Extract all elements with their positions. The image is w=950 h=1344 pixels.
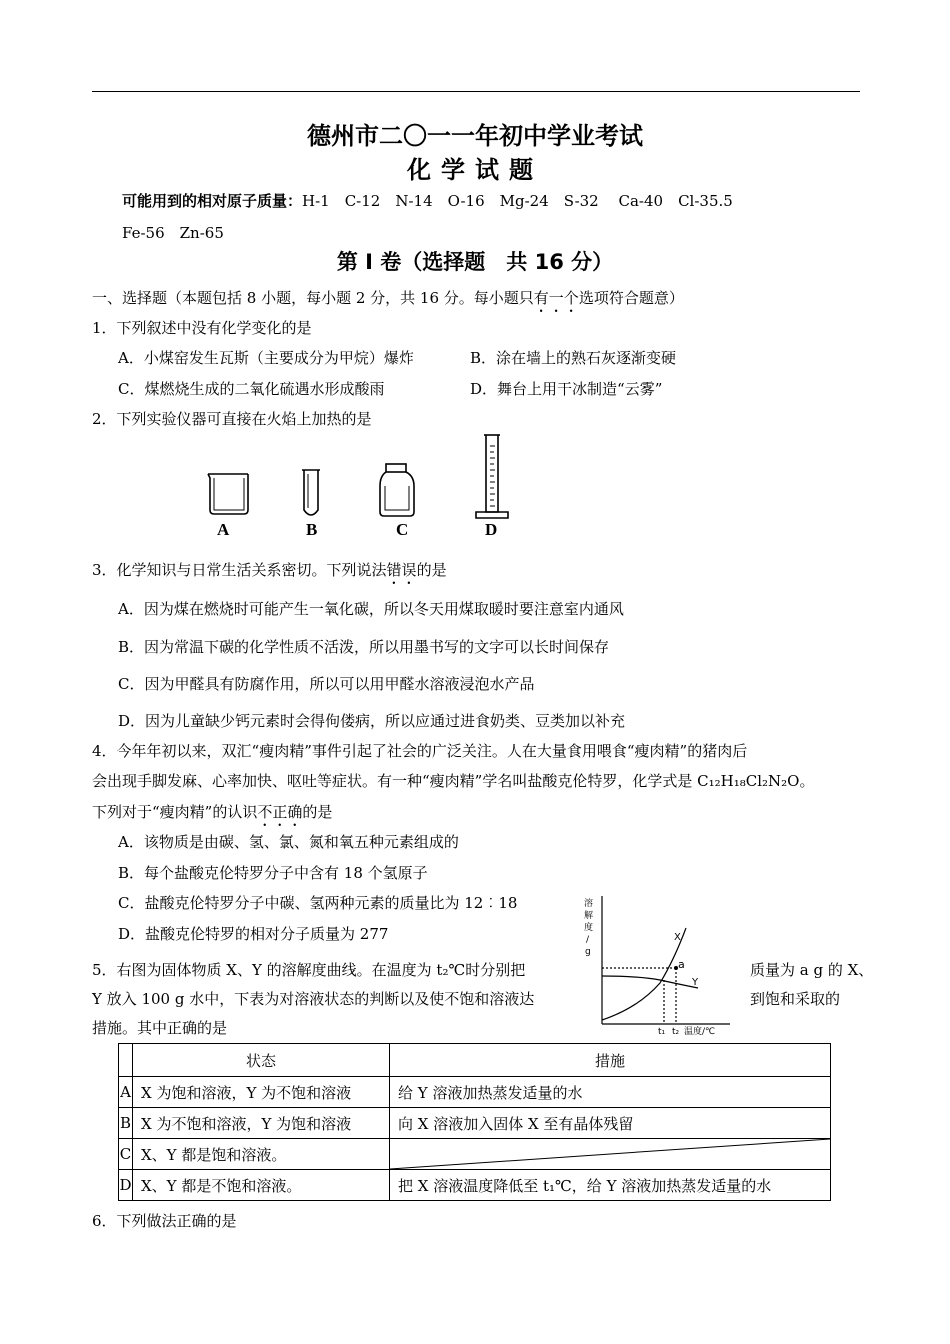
row-label: A xyxy=(119,1077,133,1108)
table-row xyxy=(119,1139,831,1170)
q4-line3 xyxy=(92,801,332,830)
row-label: C xyxy=(119,1139,133,1170)
intro-text-end: 选项符合题意） xyxy=(578,289,684,307)
intro-text: 一、选择题（本题包括 8 小题，每小题 2 分，共 16 分。每小题只 xyxy=(92,289,534,307)
q5-answer-table xyxy=(118,1043,831,1201)
q5-line3: 措施。其中正确的是 xyxy=(92,1019,228,1037)
solubility-curve-graph xyxy=(578,888,738,1036)
q2-stem: 2．下列实验仪器可直接在火焰上加热的是 xyxy=(92,410,372,428)
row-state: X、Y 都是不饱和溶液。 xyxy=(133,1170,390,1201)
apparatus-label-d: D xyxy=(485,520,498,539)
ylabel-char1: 溶 xyxy=(584,899,594,909)
curve-y xyxy=(602,976,698,988)
row-label: B xyxy=(119,1108,133,1139)
table-header-row xyxy=(119,1044,831,1077)
beaker-icon xyxy=(208,474,248,514)
q4-stem-text: 下列对于“瘦肉精”的认识 xyxy=(92,803,258,821)
q3-option-c: C．因为甲醛具有防腐作用，所以可以用甲醛水溶液浸泡水产品 xyxy=(118,675,535,693)
q4-option-b: B．每个盐酸克伦特罗分子中含有 18 个氢原子 xyxy=(118,864,428,882)
xlabel: 温度/℃ xyxy=(684,1027,716,1036)
row-state: X 为饱和溶液，Y 为不饱和溶液 xyxy=(133,1077,390,1108)
q1-option-b: B．涂在墙上的熟石灰逐渐变硬 xyxy=(470,349,677,367)
t1-label: t₁ xyxy=(658,1027,666,1036)
top-rule xyxy=(92,91,860,92)
q4-line2: 会出现手脚发麻、心率加快、呕吐等症状。有一种“瘦肉精”学名叫盐酸克伦特罗，化学式是 C₁₂H₁₈Cl₂N₂O。 xyxy=(92,772,815,790)
q4-stem-end: 的是 xyxy=(302,803,333,821)
apparatus-label-b: B xyxy=(306,520,318,539)
row-measure: 给 Y 溶液加热蒸发适量的水 xyxy=(390,1077,831,1108)
q1-stem: 1．下列叙述中没有化学变化的是 xyxy=(92,319,312,337)
header-cell-measure: 措施 xyxy=(390,1044,831,1077)
table-row xyxy=(119,1077,831,1108)
atomic-mass-label: 可能用到的相对原子质量： xyxy=(122,192,303,210)
curve-x-label: X xyxy=(674,932,681,943)
q5-line2-right: 到饱和采取的 xyxy=(750,990,841,1008)
q3-stem xyxy=(92,559,447,588)
apparatus-label-a: A xyxy=(217,520,230,539)
t2-label: t₂ xyxy=(672,1027,680,1036)
ylabel-char2: 解 xyxy=(584,911,594,921)
q4-option-c: C．盐酸克伦特罗分子中碳、氢两种元素的质量比为 12︰18 xyxy=(118,894,518,912)
row-state: X、Y 都是饱和溶液。 xyxy=(133,1139,390,1170)
ylabel-char5: g xyxy=(585,947,591,957)
q3-stem-end: 的是 xyxy=(416,561,447,579)
apparatus-label-c: C xyxy=(396,520,409,539)
row-measure: 向 X 溶液加入固体 X 至有晶体残留 xyxy=(390,1108,831,1139)
test-tube-icon xyxy=(302,470,320,515)
q3-option-a: A．因为煤在燃烧时可能产生一氧化碳，所以冬天用煤取暖时要注意室内通风 xyxy=(118,600,624,618)
ylabel-char3: 度 xyxy=(584,923,594,933)
q4-emphasis: 不正确 xyxy=(257,803,303,821)
row-label: D xyxy=(119,1170,133,1201)
q5-line2-left: Y 放入 100 g 水中，下表为对溶液状态的判断以及使不饱和溶液达 xyxy=(92,990,535,1008)
row-measure: 把 X 溶液温度降低至 t₁℃，给 Y 溶液加热蒸发适量的水 xyxy=(390,1170,831,1201)
atomic-mass-line2: Fe-56 Zn-65 xyxy=(122,224,224,242)
reagent-bottle-icon xyxy=(380,464,414,516)
graduated-cylinder-icon xyxy=(476,435,508,518)
q4-line1: 4．今年年初以来，双汇“瘦肉精”事件引起了社会的广泛关注。人在大量食用喂食“瘦肉精”的猪肉后 xyxy=(92,742,748,760)
header-cell-state: 状态 xyxy=(133,1044,390,1077)
section-title: 第 I 卷（选择题 共 16 分） xyxy=(336,250,614,274)
row-state: X 为不饱和溶液，Y 为饱和溶液 xyxy=(133,1108,390,1139)
diagonal-strike xyxy=(390,1139,830,1169)
q1-option-a: A．小煤窑发生瓦斯（主要成分为甲烷）爆炸 xyxy=(118,349,414,367)
exam-title: 德州市二〇一一年初中学业考试 xyxy=(307,122,643,150)
q3-option-b: B．因为常温下碳的化学性质不活泼，所以用墨书写的文字可以长时间保存 xyxy=(118,638,610,656)
row-measure-empty xyxy=(390,1139,831,1170)
q6-stem: 6．下列做法正确的是 xyxy=(92,1212,237,1230)
atomic-mass-line1 xyxy=(122,190,733,211)
part1-intro xyxy=(92,287,684,316)
q1-option-c: C．煤燃烧生成的二氧化硫遇水形成酸雨 xyxy=(118,380,385,398)
table-row xyxy=(119,1108,831,1139)
intro-emphasis: 有一个 xyxy=(533,289,579,307)
table-row xyxy=(119,1170,831,1201)
q5-line1-left: 5．右图为固体物质 X、Y 的溶解度曲线。在温度为 t₂℃时分别把 xyxy=(92,961,526,979)
curve-y-label: Y xyxy=(692,977,699,988)
q1-option-d: D．舞台上用干冰制造“云雾” xyxy=(470,380,663,398)
point-a-label: a xyxy=(678,958,685,971)
q3-emphasis: 错误 xyxy=(386,561,417,579)
q5-line1-right: 质量为 a g 的 X、 xyxy=(750,961,874,979)
exam-subtitle: 化学试题 xyxy=(407,156,543,184)
q4-option-a: A．该物质是由碳、氢、氯、氮和氧五种元素组成的 xyxy=(118,833,459,851)
q3-option-d: D．因为儿童缺少钙元素时会得佝偻病，所以应通过进食奶类、豆类加以补充 xyxy=(118,712,626,730)
ylabel-char4: / xyxy=(586,935,590,945)
q4-option-d: D．盐酸克伦特罗的相对分子质量为 277 xyxy=(118,925,389,943)
q3-stem-text: 3．化学知识与日常生活关系密切。下列说法 xyxy=(92,561,387,579)
lab-apparatus-figure xyxy=(190,430,530,545)
atomic-mass-values: H-1 C-12 N-14 O-16 Mg-24 S-32 Ca-40 Cl-35.5 xyxy=(302,192,733,210)
header-cell-blank xyxy=(119,1044,133,1077)
